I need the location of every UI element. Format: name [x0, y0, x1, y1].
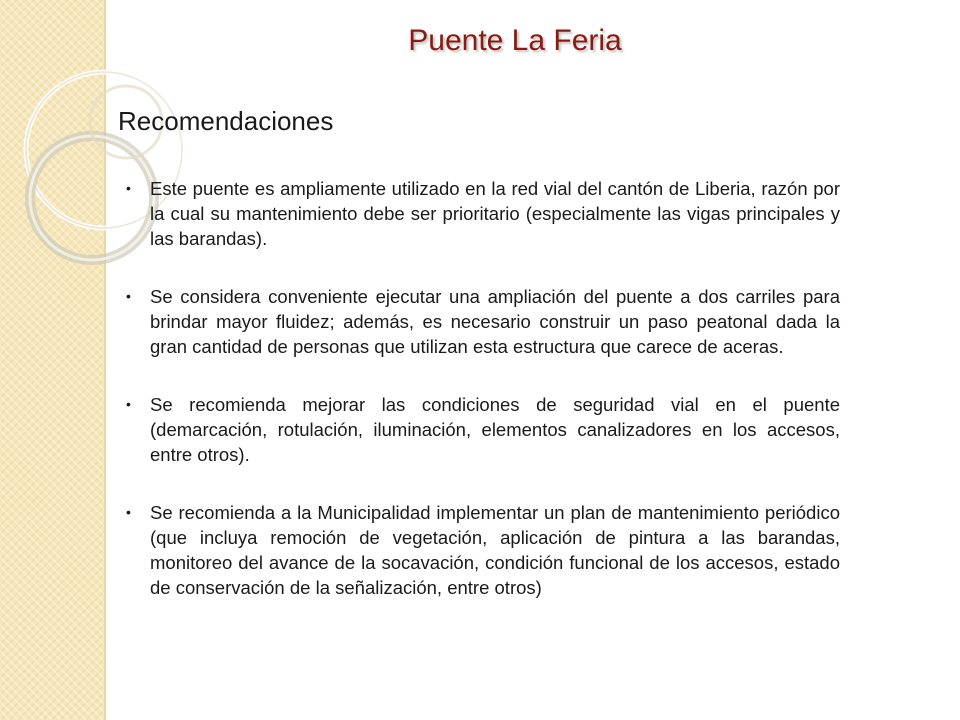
- decorative-side-band: [0, 0, 104, 720]
- list-item: [126, 500, 840, 600]
- list-item: [126, 392, 840, 467]
- list-item-text: Se recomienda a la Municipalidad implementar un plan de mantenimiento periódico (que incluya remoción de vegetación, aplicación de pintura a las barandas, monitoreo del avance de la socavación, condición funcional de los accesos, estado de conservación de la señalización, entre otros): [150, 502, 840, 598]
- bullet-icon: •: [126, 288, 131, 304]
- list-item-text: Se considera conveniente ejecutar una ampliación del puente a dos carriles para brindar mayor fluidez; además, es necesario construir un paso peatonal dada la gran cantidad de personas que utilizan esta estructura que carece de aceras.: [150, 286, 840, 357]
- bullet-icon: •: [126, 396, 131, 412]
- bullet-icon: •: [126, 504, 131, 520]
- recommendations-list: [126, 176, 840, 633]
- list-item: [126, 284, 840, 359]
- bullet-icon: •: [126, 180, 131, 196]
- section-subtitle: Recomendaciones: [118, 106, 334, 136]
- list-item-text: Se recomienda mejorar las condiciones de seguridad vial en el puente (demarcación, rotulación, iluminación, elementos canalizadores en los accesos, entre otros).: [150, 394, 840, 465]
- page-title: Puente La Feria: [408, 24, 622, 57]
- list-item: [126, 176, 840, 251]
- side-band-divider: [104, 0, 106, 720]
- list-item-text: Este puente es ampliamente utilizado en la red vial del cantón de Liberia, razón por la cual su mantenimiento debe ser prioritario (especialmente las vigas principales y las barandas).: [150, 178, 840, 249]
